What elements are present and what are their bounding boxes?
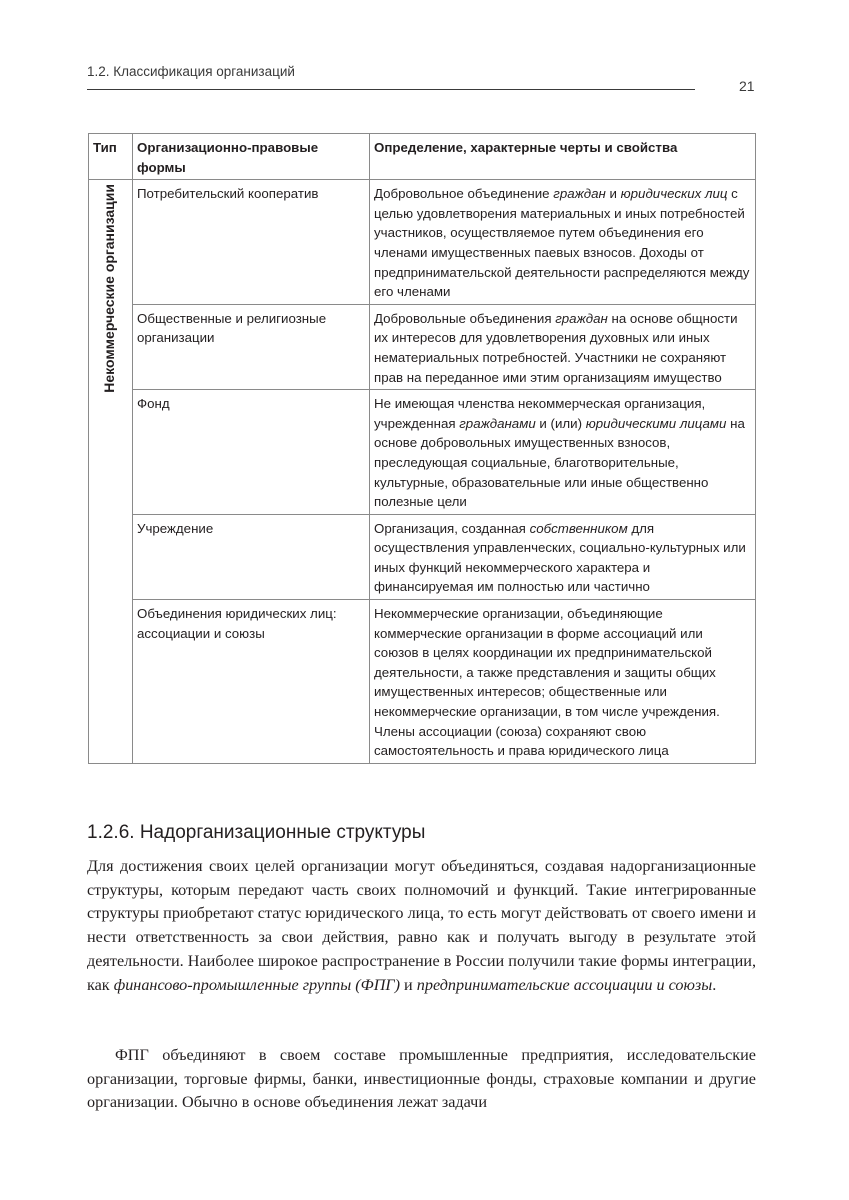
type-cell [89,180,133,764]
definition-cell: Не имеющая членства некоммерческая организация, учрежденная гражданами и (или) юридическими лицами на основе добровольных имущественных взносов, преследующая социальные, благотворительные, культурные, образовательные или иные общественно полезные цели [370,390,756,515]
column-header-definition: Определение, характерные черты и свойства [370,134,756,180]
form-cell: Общественные и религиозные организации [133,304,370,389]
page-number: 21 [739,78,755,94]
table-row [89,390,756,515]
column-header-type: Тип [89,134,133,180]
form-cell: Учреждение [133,514,370,599]
form-cell: Потребительский кооператив [133,180,370,305]
definition-cell: Добровольные объединения граждан на основе общности их интересов для удовлетворения духовных или иных нематериальных потребностей. Участники не сохраняют прав на переданное ими этим организациям имущество [370,304,756,389]
definition-cell: Добровольное объединение граждан и юридических лиц с целью удовлетворения материальных и иных потребностей участников, осуществляемое путем объединения его членами имущественных паевых взносов. Доходы от предпринимательской деятельности распределяются между его членами [370,180,756,305]
table-row [89,180,756,305]
table-row [89,514,756,599]
column-header-form: Организационно-правовые формы [133,134,370,180]
form-cell: Фонд [133,390,370,515]
body-paragraph: Для достижения своих целей организации могут объединяться, создавая надорганизационные структуры, которым передают часть своих полномочий и функций. Такие интегрированные структуры приобретают статус юридического лица, то есть могут действовать от своего имени и нести ответственность за свои действия, равно как и получать выгоду в результате этой деятельности. Наиболее широкое распространение в России получили такие формы интеграции, как финансово-промышленные группы (ФПГ) и предпринимательские ассоциации и союзы. [87,857,756,994]
running-head-rule [87,89,695,90]
body-paragraph: ФПГ объединяют в своем составе промышленные предприятия, исследовательские организации, торговые фирмы, банки, инвестиционные фонды, страховые компании и другие организации. Обычно в основе объединения лежат задачи [87,1046,756,1112]
type-label-vertical: Некоммерческие организации [101,184,117,393]
definition-cell: Некоммерческие организации, объединяющие коммерческие организации в форме ассоциаций или союзов в целях координации их предпринимательской деятельности, а также представления и защиты общих имущественных интересов; общественные или некоммерческие организации, в том числе учреждения. Члены ассоциации (союза) сохраняют свою самостоятельность и права юридического лица [370,600,756,764]
section-heading: 1.2.6. Надорганизационные структуры [87,822,426,843]
organization-forms-table [88,133,756,764]
definition-cell: Организация, созданная собственником для осуществления управленческих, социально-культурных или иных функций некоммерческого характера и финансируемая им полностью или частично [370,514,756,599]
table-row [89,600,756,764]
form-cell: Объединения юридических лиц: ассоциации и союзы [133,600,370,764]
running-head-title: 1.2. Классификация организаций [87,64,295,79]
table-header-row [89,134,756,180]
table-row [89,304,756,389]
